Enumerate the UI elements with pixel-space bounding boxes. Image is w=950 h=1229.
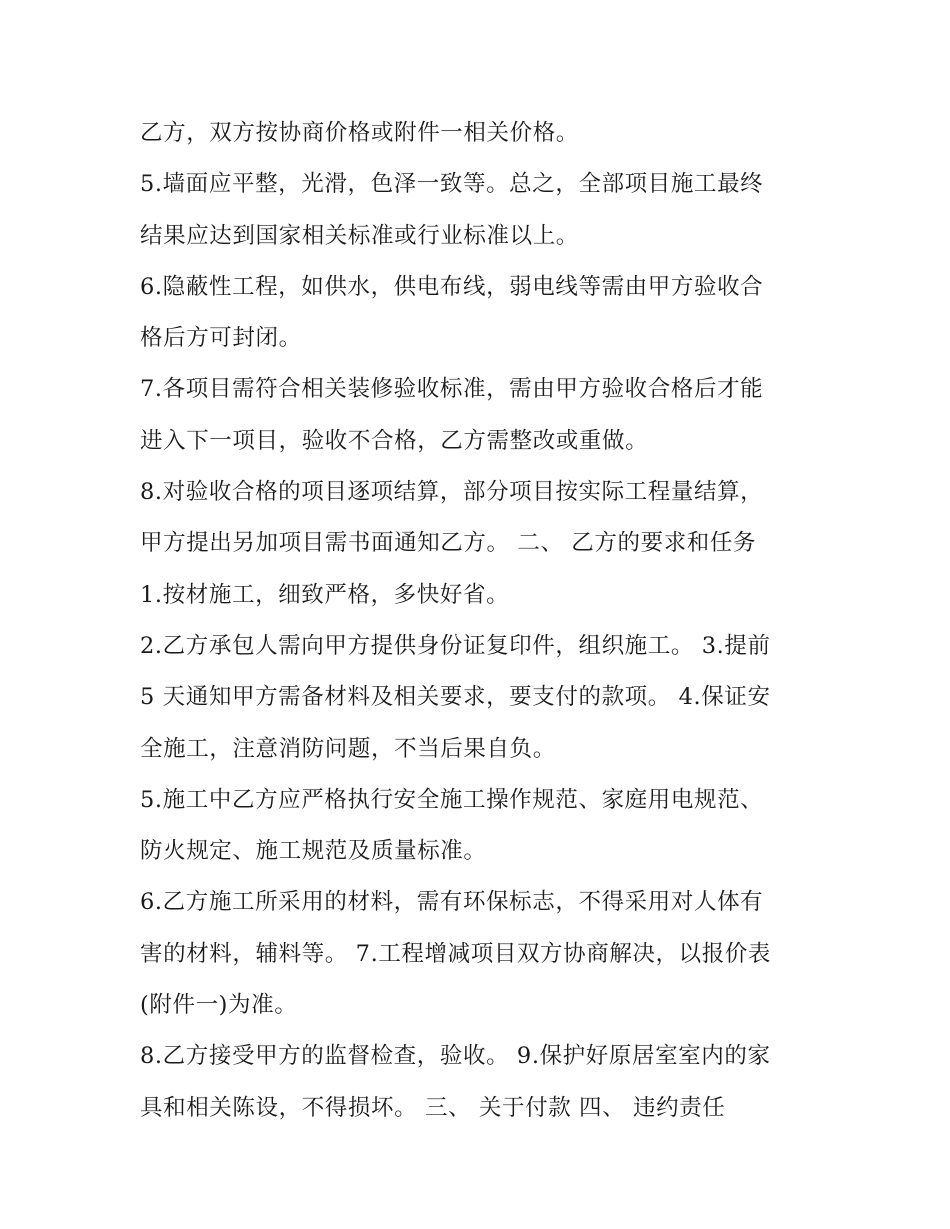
text-line: 乙方，双方按协商价格或附件一相关价格。 xyxy=(140,120,579,146)
contract-body-text xyxy=(140,108,830,1134)
text-line: 进入下一项目，验收不合格，乙方需整改或重做。 xyxy=(140,427,649,454)
text-line: 6.隐蔽性工程，如供水，供电布线，弱电线等需由甲方验收合 xyxy=(140,273,764,300)
text-line: 甲方提出另加项目需书面通知乙方。 二、 乙方的要求和任务 xyxy=(140,530,757,557)
text-line: 5.施工中乙方应严格执行安全施工操作规范、家庭用电规范、 xyxy=(140,786,764,813)
text-line: 5 天通知甲方需备材料及相关要求，要支付的款项。 4.保证安 xyxy=(140,684,771,711)
text-line: 7.各项目需符合相关装修验收标准，需由甲方验收合格后才能 xyxy=(140,376,764,403)
text-line: 害的材料，辅料等。 7.工程增减项目双方协商解决，以报价表 xyxy=(140,940,772,967)
text-line: 6.乙方施工所采用的材料，需有环保标志，不得采用对人体有 xyxy=(140,889,764,916)
text-line: 5.墙面应平整，光滑，色泽一致等。总之，全部项目施工最终 xyxy=(140,171,764,198)
text-line: 8.乙方接受甲方的监督检查，验收。 9.保护好原居室室内的家 xyxy=(140,1043,771,1070)
text-line: 格后方可封闭。 xyxy=(140,325,302,352)
text-line: 全施工，注意消防问题，不当后果自负。 xyxy=(140,735,556,762)
text-line: 防火规定、施工规范及质量标准。 xyxy=(140,838,487,865)
text-line: 8.对验收合格的项目逐项结算，部分项目按实际工程量结算， xyxy=(140,479,764,506)
text-line: 1.按材施工，细致严格，多快好省。 xyxy=(140,581,510,608)
text-line: 2.乙方承包人需向甲方提供身份证复印件，组织施工。 3.提前 xyxy=(140,632,771,659)
text-line: (附件一)为准。 xyxy=(140,992,298,1019)
text-line: 结果应达到国家相关标准或行业标准以上。 xyxy=(140,222,579,249)
text-line: 具和相关陈设，不得损坏。 三、 关于付款 四、 违约责任 xyxy=(140,1094,726,1121)
